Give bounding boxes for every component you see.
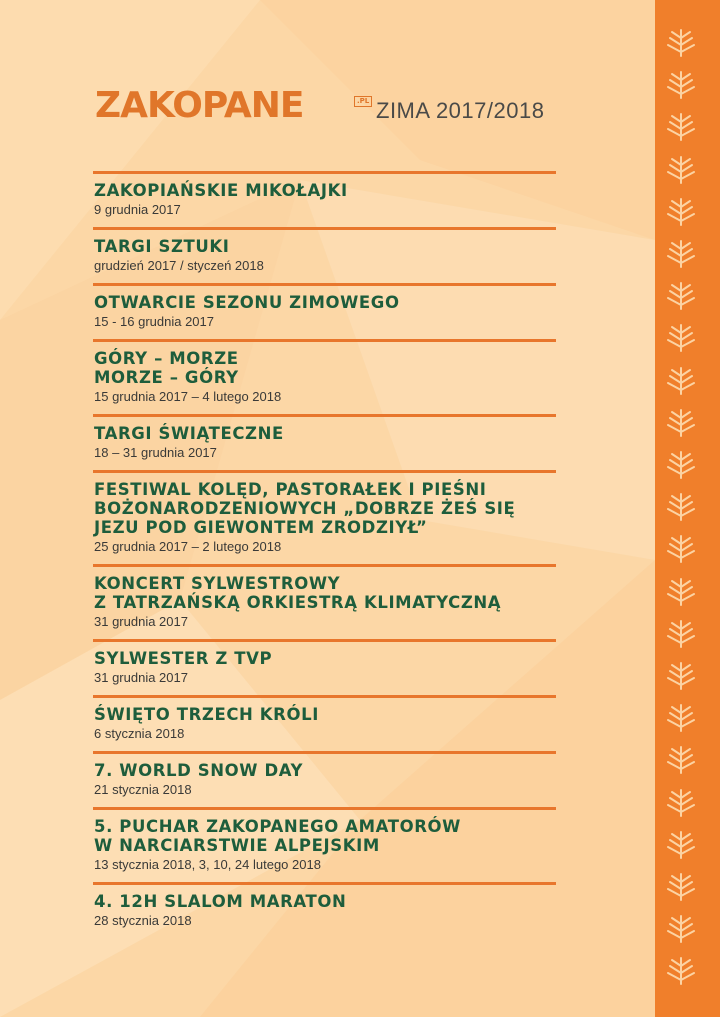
event-title: 4. 12H SLALOM MARATON <box>94 892 347 911</box>
event-title: KONCERT SYLWESTROWY Z TATRZAŃSKĄ ORKIESTRĄ KLIMATYCZNĄ <box>94 574 502 612</box>
event-date: grudzień 2017 / styczeń 2018 <box>94 258 264 273</box>
event-title: FESTIWAL KOLĘD, PASTORAŁEK I PIEŚNI BOŻONARODZENIOWYCH „DOBRZE ŻEŚ SIĘ JEZU POD GIEWONTEM ZRODZIYŁ” <box>94 480 516 537</box>
event-item <box>93 807 556 882</box>
event-item <box>93 564 556 639</box>
event-title: GÓRY – MORZE MORZE – GÓRY <box>94 349 239 387</box>
logo-pl-suffix: .PL <box>354 96 372 107</box>
event-item <box>93 339 556 414</box>
spruce-ornament-icon <box>664 914 698 944</box>
event-title: 7. WORLD SNOW DAY <box>94 761 304 780</box>
event-item <box>93 751 556 807</box>
event-date: 21 stycznia 2018 <box>94 782 192 797</box>
event-item <box>93 283 556 339</box>
zakopane-logo: ZAKOPANE <box>95 85 304 126</box>
event-title: TARGI SZTUKI <box>94 237 230 256</box>
event-list <box>93 171 556 938</box>
event-date: 13 stycznia 2018, 3, 10, 24 lutego 2018 <box>94 857 321 872</box>
spruce-ornament-icon <box>664 619 698 649</box>
spruce-ornament-icon <box>664 830 698 860</box>
spruce-ornament-icon <box>664 577 698 607</box>
spruce-ornament-icon <box>664 70 698 100</box>
event-date: 31 grudnia 2017 <box>94 614 188 629</box>
spruce-ornament-icon <box>664 408 698 438</box>
spruce-ornament-icon <box>664 872 698 902</box>
event-item <box>93 171 556 227</box>
season-title: ZIMA 2017/2018 <box>376 98 545 123</box>
spruce-ornament-icon <box>664 450 698 480</box>
event-date: 28 stycznia 2018 <box>94 913 192 928</box>
spruce-ornament-icon <box>664 155 698 185</box>
event-title: ZAKOPIAŃSKIE MIKOŁAJKI <box>94 181 348 200</box>
spruce-ornament-icon <box>664 366 698 396</box>
spruce-ornament-icon <box>664 323 698 353</box>
spruce-ornament-icon <box>664 197 698 227</box>
event-item <box>93 882 556 938</box>
event-date: 15 - 16 grudnia 2017 <box>94 314 214 329</box>
event-date: 25 grudnia 2017 – 2 lutego 2018 <box>94 539 282 554</box>
spruce-ornament-icon <box>664 534 698 564</box>
event-title: ŚWIĘTO TRZECH KRÓLI <box>94 705 319 724</box>
spruce-ornament-icon <box>664 112 698 142</box>
event-item <box>93 470 556 564</box>
event-title: TARGI ŚWIĄTECZNE <box>94 424 284 443</box>
event-date: 31 grudnia 2017 <box>94 670 188 685</box>
event-date: 9 grudnia 2017 <box>94 202 181 217</box>
event-title: OTWARCIE SEZONU ZIMOWEGO <box>94 293 400 312</box>
event-date: 6 stycznia 2018 <box>94 726 185 741</box>
header <box>95 86 565 126</box>
spruce-ornament-icon <box>664 28 698 58</box>
spruce-ornament-icon <box>664 492 698 522</box>
event-item <box>93 639 556 695</box>
event-item <box>93 227 556 283</box>
event-title: 5. PUCHAR ZAKOPANEGO AMATORÓW W NARCIARSTWIE ALPEJSKIM <box>94 817 461 855</box>
event-date: 18 – 31 grudnia 2017 <box>94 445 217 460</box>
spruce-ornament-icon <box>664 703 698 733</box>
event-date: 15 grudnia 2017 – 4 lutego 2018 <box>94 389 282 404</box>
spruce-ornament-icon <box>664 745 698 775</box>
spruce-ornament-icon <box>664 281 698 311</box>
event-item <box>93 414 556 470</box>
spruce-ornament-icon <box>664 788 698 818</box>
spruce-ornament-icon <box>664 956 698 986</box>
event-item <box>93 695 556 751</box>
event-title: SYLWESTER Z TVP <box>94 649 273 668</box>
spruce-ornament-icon <box>664 661 698 691</box>
spruce-ornament-icon <box>664 239 698 269</box>
